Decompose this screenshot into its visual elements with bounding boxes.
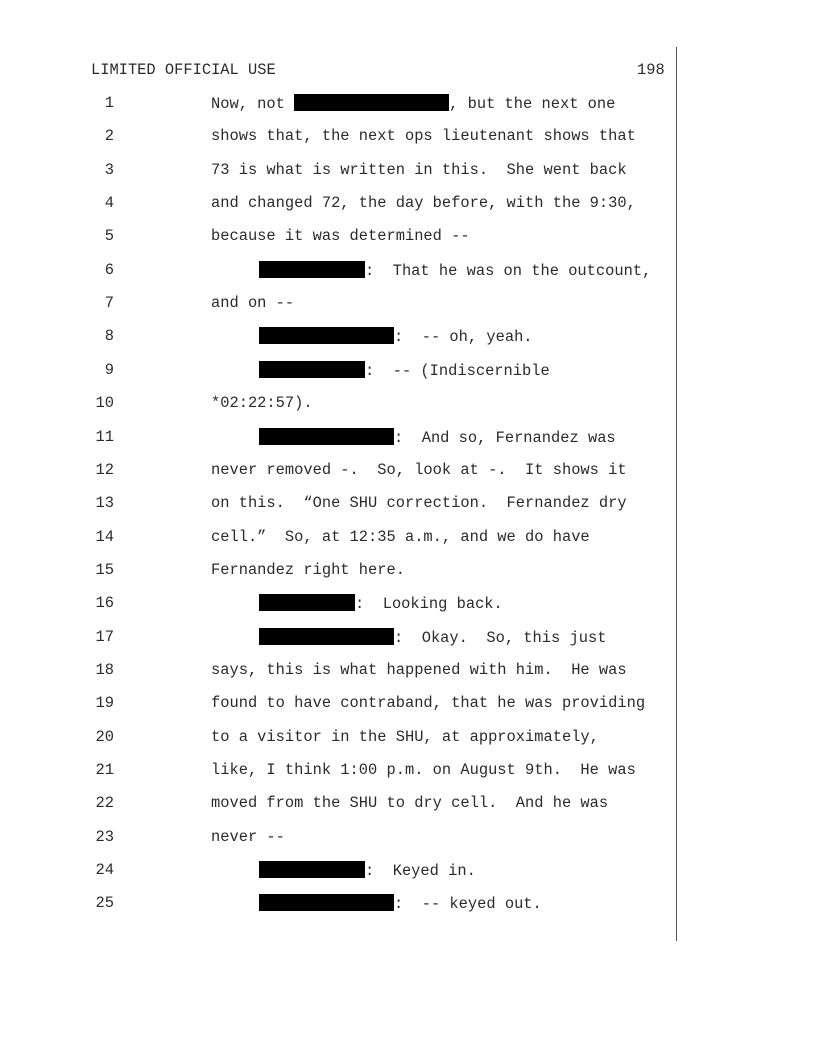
redacted-speaker-name [259, 594, 355, 611]
text-segment: says, this is what happened with him. He was [211, 660, 627, 679]
text-segment: like, I think 1:00 p.m. on August 9th. He was [211, 761, 636, 779]
speaker-line-text [259, 327, 533, 346]
text-segment: because it was determined -- [211, 227, 470, 246]
line-number: 5 [104, 227, 114, 246]
line-text [211, 227, 470, 245]
line-number: 17 [95, 627, 114, 646]
line-text [211, 661, 627, 679]
transcript-line [0, 428, 816, 450]
redacted-speaker-name [259, 894, 394, 911]
text-segment: : Okay. So, this just [394, 628, 607, 647]
text-segment: : Keyed in. [365, 862, 476, 881]
transcript-line [0, 528, 816, 550]
line-text [211, 528, 590, 546]
text-segment: never removed -. So, look at -. It shows it [211, 460, 627, 479]
text-segment: : That he was on the outcount, [365, 261, 652, 280]
line-number: 20 [95, 727, 114, 746]
line-text [211, 728, 599, 746]
transcript-line [0, 561, 816, 583]
speaker-line-text [259, 628, 606, 647]
transcript-line [0, 628, 816, 650]
speaker-line-text [259, 594, 503, 613]
line-number: 7 [104, 294, 114, 313]
text-segment: never -- [211, 827, 285, 846]
transcript-line [0, 894, 816, 916]
line-number: 21 [95, 761, 114, 779]
redacted-speaker-name [259, 861, 365, 878]
line-text [211, 694, 645, 712]
transcript-line [0, 261, 816, 283]
speaker-line-text [259, 861, 476, 880]
text-segment: *02:22:57). [211, 394, 313, 413]
transcript-line [0, 394, 816, 416]
text-segment: : -- oh, yeah. [394, 328, 533, 347]
transcript-line [0, 728, 816, 750]
text-segment: and on -- [211, 294, 295, 313]
line-text [211, 161, 627, 179]
page-number: 198 [637, 61, 665, 79]
text-segment: 73 is what is written in this. She went back [211, 160, 627, 179]
transcript-line [0, 594, 816, 616]
redacted-speaker-name [259, 628, 394, 645]
transcript-line [0, 361, 816, 383]
transcript-line [0, 494, 816, 516]
line-text [211, 94, 615, 113]
line-number: 11 [95, 427, 114, 446]
transcript-line [0, 127, 816, 149]
line-number: 16 [95, 594, 114, 613]
speaker-line-text [259, 894, 542, 913]
line-number: 3 [104, 160, 114, 179]
speaker-line-text [259, 428, 616, 447]
classification-header: LIMITED OFFICIAL USE [91, 61, 276, 79]
line-number: 19 [95, 694, 114, 713]
transcript-line [0, 161, 816, 183]
text-segment: : Looking back. [355, 595, 503, 614]
text-segment: and changed 72, the day before, with the 9:30, [211, 194, 636, 213]
line-text [211, 461, 627, 479]
line-number: 14 [95, 527, 114, 546]
line-number: 12 [95, 460, 114, 479]
line-number: 23 [95, 827, 114, 846]
line-text [211, 394, 313, 412]
transcript-line [0, 327, 816, 349]
line-text [211, 294, 294, 312]
text-segment: : -- keyed out. [394, 895, 542, 914]
transcript-line [0, 694, 816, 716]
line-text [211, 127, 636, 145]
text-segment: Fernandez right here. [211, 560, 405, 579]
line-number: 15 [95, 560, 114, 579]
text-segment: : -- (Indiscernible [365, 361, 550, 380]
transcript-line [0, 661, 816, 683]
transcript-line [0, 861, 816, 883]
line-text [211, 494, 627, 512]
line-text [211, 794, 608, 812]
line-text [211, 761, 636, 779]
text-segment: found to have contraband, that he was providing [211, 694, 646, 713]
redacted-speaker-name [259, 327, 394, 344]
text-segment: : And so, Fernandez was [394, 428, 616, 447]
line-number: 13 [95, 494, 114, 513]
transcript-line [0, 294, 816, 316]
speaker-line-text [259, 261, 651, 280]
line-number: 24 [95, 861, 114, 880]
line-number: 1 [104, 94, 114, 112]
line-number: 9 [104, 360, 114, 379]
text-segment: to a visitor in the SHU, at approximately, [211, 727, 599, 746]
transcript-line [0, 761, 816, 783]
transcript-line [0, 828, 816, 850]
text-segment: Now, not [211, 95, 295, 113]
line-text [211, 828, 285, 846]
line-number: 8 [104, 327, 114, 346]
text-segment: moved from the SHU to dry cell. And he was [211, 794, 609, 813]
redacted-speaker-name [259, 261, 365, 278]
text-segment: on this. “One SHU correction. Fernandez dry [211, 494, 627, 513]
line-number: 22 [95, 794, 114, 813]
text-segment: , but the next one [449, 95, 616, 113]
line-number: 10 [95, 394, 114, 413]
transcript-line [0, 794, 816, 816]
text-segment: shows that, the next ops lieutenant shows that [211, 127, 636, 146]
speaker-line-text [259, 361, 550, 380]
line-text [211, 561, 405, 579]
transcript-line [0, 227, 816, 249]
line-number: 6 [104, 260, 114, 279]
line-number: 25 [95, 894, 114, 913]
line-number: 18 [95, 660, 114, 679]
redacted-name [294, 94, 449, 111]
transcript-line [0, 94, 816, 116]
line-text [211, 194, 636, 212]
transcript-line [0, 461, 816, 483]
redacted-speaker-name [259, 361, 365, 378]
line-number: 2 [104, 127, 114, 146]
line-number: 4 [104, 194, 114, 213]
text-segment: cell.” So, at 12:35 a.m., and we do have [211, 527, 590, 546]
redacted-speaker-name [259, 428, 394, 445]
transcript-line [0, 194, 816, 216]
